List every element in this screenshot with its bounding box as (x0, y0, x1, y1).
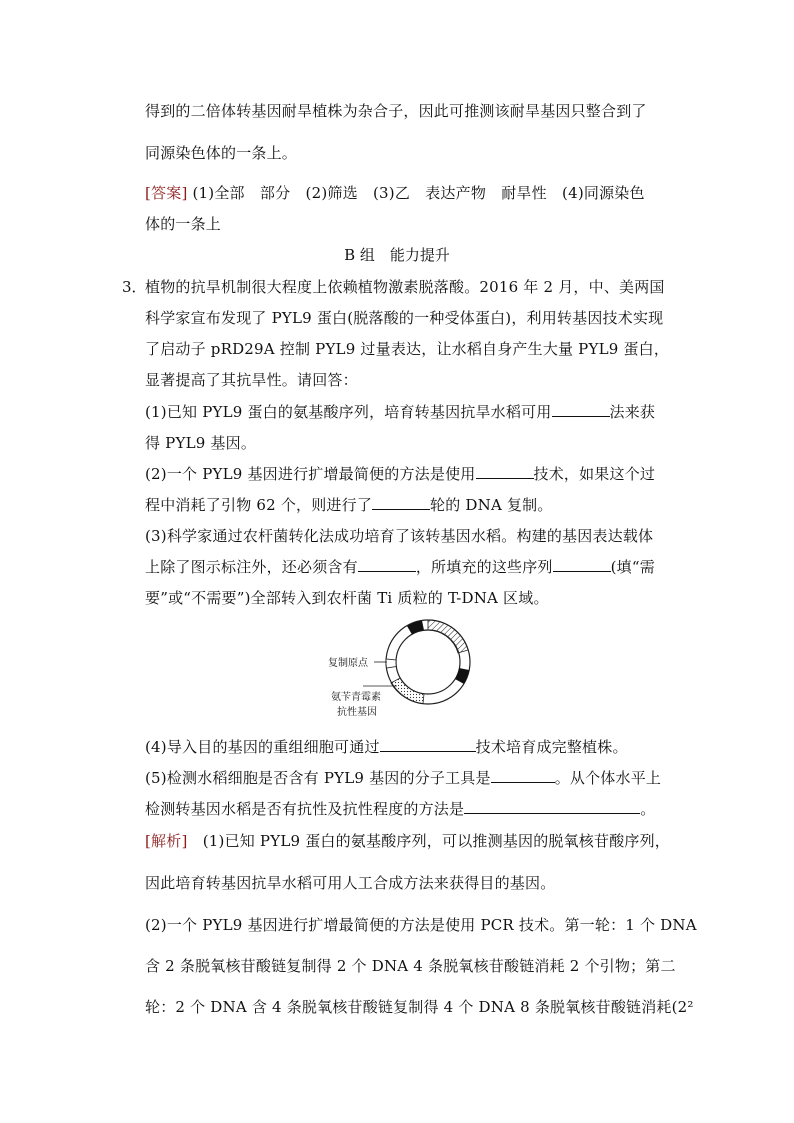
origin-label: 复制原点 (328, 658, 368, 669)
q5-text-c: 检测转基因水稻是否有抗性及抗性程度的方法是 (145, 800, 465, 818)
plasmid-figure (325, 612, 475, 724)
resistance-label-2: 抗性基因 (337, 707, 377, 718)
q1-line-1 (145, 401, 655, 422)
q5-line-2 (145, 798, 655, 819)
q2-line-2 (145, 494, 553, 515)
q4-line (145, 736, 628, 757)
q1-blank[interactable] (552, 402, 610, 417)
question-stem-1: 植物的抗旱机制很大程度上依赖植物激素脱落酸。2016 年 2 月，中、美两国 (145, 278, 665, 296)
q5-text-b: 。从个体水平上 (554, 769, 662, 787)
q5-text-a: (5)检测水稻细胞是否含有 PYL9 基因的分子工具是 (145, 769, 491, 787)
question-stem-4: 显著提高了其抗旱性。请回答： (145, 371, 358, 389)
answer-tag: [答案] (145, 184, 188, 202)
dotted-resistance-segment (391, 678, 424, 704)
question-stem-2: 科学家宣布发现了 PYL9 蛋白(脱落酸的一种受体蛋白)，利用转基因技术实现 (145, 309, 664, 327)
prev-line-1: 得到的二倍体转基因耐旱植株为杂合子，因此可推测该耐旱基因只整合到了 (145, 102, 647, 120)
q3-line-2 (145, 556, 655, 577)
analysis-line-4: 含 2 条脱氧核苷酸链复制得 2 个 DNA 4 条脱氧核苷酸链消耗 2 个引物；第二 (145, 957, 676, 975)
q4-text-a: (4)导入目的基因的重组细胞可通过 (145, 738, 380, 756)
question-stem-3: 了启动子 pRD29A 控制 PYL9 过量表达，让水稻自身产生大量 PYL9 蛋白， (145, 340, 670, 358)
q5-line-1 (145, 767, 661, 788)
q3-line-3: 要”或“不需要”)全部转入到农杆菌 Ti 质粒的 T-DNA 区域。 (145, 589, 549, 607)
prev-line-2: 同源染色体的一条上。 (145, 144, 298, 162)
analysis-tag: [解析] (145, 832, 188, 850)
origin-segment (386, 659, 396, 668)
q5-blank-2[interactable] (464, 799, 640, 814)
analysis-line-3: (2)一个 PYL9 基因进行扩增最简便的方法是使用 PCR 技术。第一轮：1 个 DNA (145, 916, 697, 934)
q2-text-c: 程中消耗了引物 62 个，则进行了 (145, 496, 373, 514)
q2-text-d: 轮的 DNA 复制。 (430, 496, 553, 514)
q2-blank-2[interactable] (372, 495, 430, 510)
q2-blank-1[interactable] (476, 464, 534, 479)
q3-blank-2[interactable] (553, 557, 611, 572)
resistance-label-1: 氨苄青霉素 (331, 692, 381, 703)
q4-blank[interactable] (380, 737, 476, 752)
q1-text-a: (1)已知 PYL9 蛋白的氨基酸序列，培育转基因抗旱水稻可用 (145, 403, 552, 421)
q5-text-d: 。 (640, 800, 656, 818)
q2-text-b: 技术，如果这个过 (533, 465, 656, 483)
question-number: 3． (122, 278, 147, 296)
q3-text-b: 上除了图示标注外，还必须含有 (145, 558, 358, 576)
q3-line-1: (3)科学家通过农杆菌转化法成功培育了该转基因水稻。构建的基因表达载体 (145, 527, 654, 545)
answer-line-1 (145, 182, 645, 203)
analysis-line-1 (145, 830, 670, 851)
analysis-line-2: 因此培育转基因抗旱水稻可用人工合成方法来获得目的基因。 (145, 874, 556, 892)
answer-text-1: (1)全部 部分 (2)筛选 (3)乙 表达产物 耐旱性 (4)同源染色 (192, 184, 645, 202)
q3-text-c: ，所填充的这些序列 (415, 558, 553, 576)
analysis-text-1: (1)已知 PYL9 蛋白的氨基酸序列，可以推测基因的脱氧核苷酸序列， (187, 832, 671, 850)
q1-line-2: 得 PYL9 基因。 (145, 434, 257, 452)
analysis-line-5: 轮：2 个 DNA 含 4 条脱氧核苷酸链复制得 4 个 DNA 8 条脱氧核苷酸链消耗(2² (145, 998, 694, 1016)
q2-text-a: (2)一个 PYL9 基因进行扩增最简便的方法是使用 (145, 465, 476, 483)
q4-text-b: 技术培育成完整植株。 (475, 738, 628, 756)
section-title: B 组 能力提升 (344, 246, 450, 264)
q2-line-1 (145, 463, 655, 484)
q1-text-b: 法来获 (609, 403, 656, 421)
q5-blank-1[interactable] (491, 768, 555, 783)
black-segment-right (455, 668, 469, 684)
q3-text-d: (填“需 (610, 558, 655, 576)
q3-blank-1[interactable] (358, 557, 416, 572)
black-segment-top (407, 621, 424, 635)
answer-line-2: 体的一条上 (145, 215, 222, 233)
